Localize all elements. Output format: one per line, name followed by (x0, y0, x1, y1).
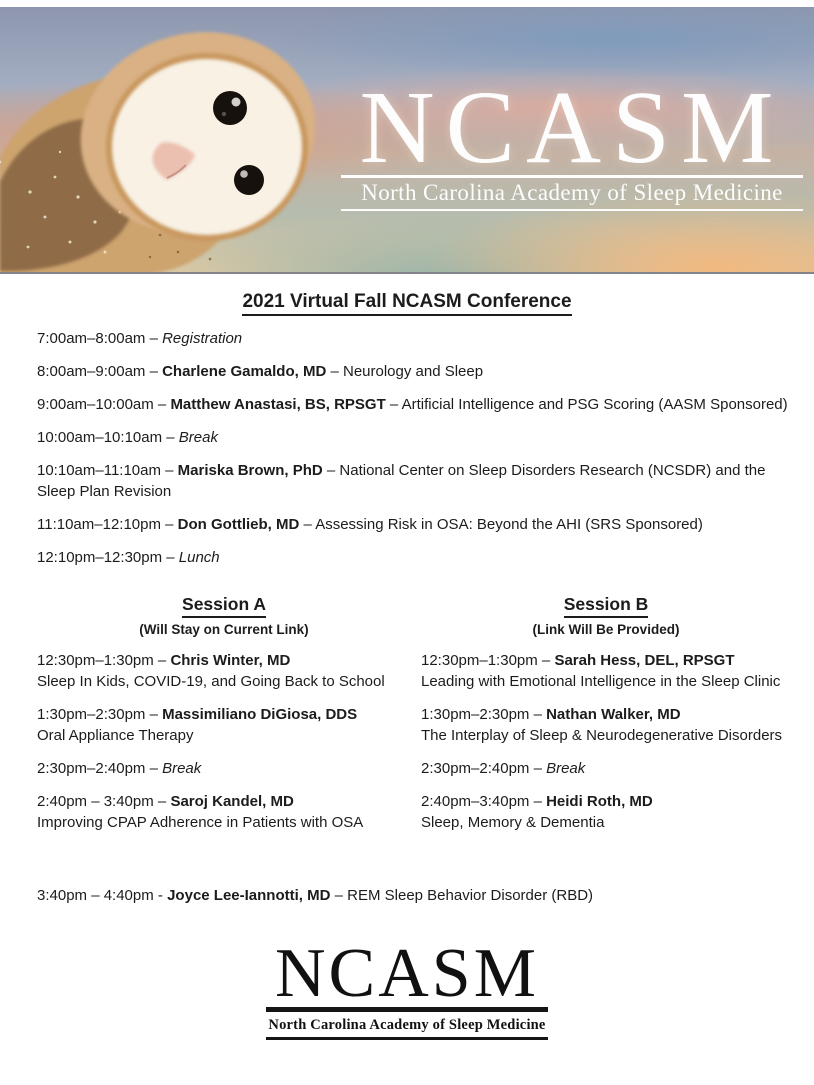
time-range: 9:00am–10:00am (37, 396, 154, 413)
separator: – (160, 462, 178, 479)
speaker-name: Joyce Lee-Iannotti, MD (167, 887, 331, 904)
time-range: 12:30pm–1:30pm (421, 652, 538, 669)
session-entry (37, 704, 411, 746)
separator: – (145, 760, 163, 777)
event-title-italic: Registration (162, 330, 243, 347)
schedule-entry (37, 427, 799, 448)
main-schedule (37, 328, 799, 568)
separator: - (153, 887, 168, 904)
page-title: 2021 Virtual Fall NCASM Conference (242, 291, 571, 316)
speaker-name: Nathan Walker, MD (546, 706, 681, 723)
time-range: 12:30pm–1:30pm (37, 652, 154, 669)
time-range: 10:10am–11:10am (37, 462, 161, 479)
separator: – (145, 706, 163, 723)
speaker-name: Matthew Anastasi, BS, RPSGT (170, 396, 386, 413)
flyer-content (0, 272, 814, 1040)
time-range: 2:30pm–2:40pm (421, 760, 530, 777)
session-a-header: Session A (182, 594, 266, 618)
session-entry (37, 650, 411, 692)
header-banner (0, 7, 814, 274)
time-range: 11:10am–12:10pm (37, 516, 161, 533)
speaker-name: Sarah Hess, DEL, RPSGT (554, 652, 735, 669)
separator: – (385, 396, 402, 413)
separator: – (145, 330, 163, 347)
separator: – (529, 793, 547, 810)
separator: – (153, 652, 171, 669)
separator: – (153, 793, 171, 810)
break-label: Break (162, 760, 202, 777)
time-range: 10:00am–10:10am (37, 429, 163, 446)
session-entry (421, 650, 791, 692)
separator: – (330, 887, 348, 904)
footer-logo-subtitle: North Carolina Academy of Sleep Medicine (266, 1012, 547, 1040)
session-entry (37, 791, 411, 833)
speaker-name: Don Gottlieb, MD (177, 516, 300, 533)
schedule-entry-final (37, 885, 787, 906)
session-b-column (421, 594, 791, 845)
footer-logo-text: NCASM (275, 935, 539, 1012)
banner-logo-text: NCASM (359, 70, 785, 185)
time-range: 8:00am–9:00am (37, 363, 146, 380)
session-entry (421, 791, 791, 833)
speaker-name: Heidi Roth, MD (546, 793, 653, 810)
separator: – (529, 760, 547, 777)
separator: – (322, 462, 340, 479)
event-title-italic: Lunch (178, 549, 220, 566)
banner-logo-subtitle: North Carolina Academy of Sleep Medicine (341, 180, 803, 211)
time-range: 1:30pm–2:30pm (421, 706, 530, 723)
event-title: Artificial Intelligence and PSG Scoring (AASM Sponsored) (401, 396, 788, 413)
separator: – (299, 516, 316, 533)
schedule-entry (37, 547, 799, 568)
speaker-name: Saroj Kandel, MD (170, 793, 294, 810)
talk-title: Oral Appliance Therapy (37, 727, 194, 744)
session-b-note: (Link Will Be Provided) (532, 622, 680, 637)
schedule-entry (37, 328, 799, 349)
footer-logo (266, 935, 547, 1040)
talk-title: Sleep, Memory & Dementia (421, 814, 605, 831)
time-range: 3:40pm – 4:40pm (37, 887, 154, 904)
owl-photo (0, 7, 340, 272)
speaker-name: Charlene Gamaldo, MD (162, 363, 327, 380)
speaker-name: Chris Winter, MD (170, 652, 291, 669)
time-range: 2:30pm–2:40pm (37, 760, 146, 777)
separator: – (162, 429, 179, 446)
time-range: 2:40pm – 3:40pm (37, 793, 154, 810)
time-range: 7:00am–8:00am (37, 330, 146, 347)
session-entry (421, 758, 791, 779)
session-entry (421, 704, 791, 746)
separator: – (529, 706, 547, 723)
separator: – (162, 549, 179, 566)
event-title: REM Sleep Behavior Disorder (RBD) (347, 887, 594, 904)
separator: – (160, 516, 178, 533)
session-a-note: (Will Stay on Current Link) (139, 622, 309, 637)
break-label: Break (546, 760, 586, 777)
schedule-entry (37, 514, 799, 535)
session-b-header: Session B (564, 594, 649, 618)
separator: – (537, 652, 555, 669)
speaker-name: Massimiliano DiGiosa, DDS (162, 706, 358, 723)
session-a-column (37, 594, 411, 845)
banner-logo (341, 70, 803, 211)
talk-title: The Interplay of Sleep & Neurodegenerative Disorders (421, 727, 783, 744)
event-title: National Center on Sleep Disorders Research (NCSDR) and the (339, 462, 766, 479)
session-entry (37, 758, 411, 779)
event-title: Neurology and Sleep (342, 363, 484, 380)
event-title-line2: Sleep Plan Revision (37, 483, 172, 500)
time-range: 2:40pm–3:40pm (421, 793, 530, 810)
separator: – (326, 363, 343, 380)
schedule-entry (37, 361, 799, 382)
event-title-italic: Break (178, 429, 218, 446)
parallel-sessions (37, 594, 814, 845)
schedule-entry (37, 460, 799, 502)
talk-title: Leading with Emotional Intelligence in the Sleep Clinic (421, 673, 781, 690)
footer (0, 935, 814, 1040)
talk-title: Improving CPAP Adherence in Patients with OSA (37, 814, 364, 831)
event-title: Assessing Risk in OSA: Beyond the AHI (SRS Sponsored) (315, 516, 703, 533)
talk-title: Sleep In Kids, COVID-19, and Going Back to School (37, 673, 385, 690)
schedule-entry (37, 394, 799, 415)
speaker-name: Mariska Brown, PhD (177, 462, 323, 479)
time-range: 12:10pm–12:30pm (37, 549, 163, 566)
separator: – (145, 363, 163, 380)
separator: – (153, 396, 171, 413)
time-range: 1:30pm–2:30pm (37, 706, 146, 723)
